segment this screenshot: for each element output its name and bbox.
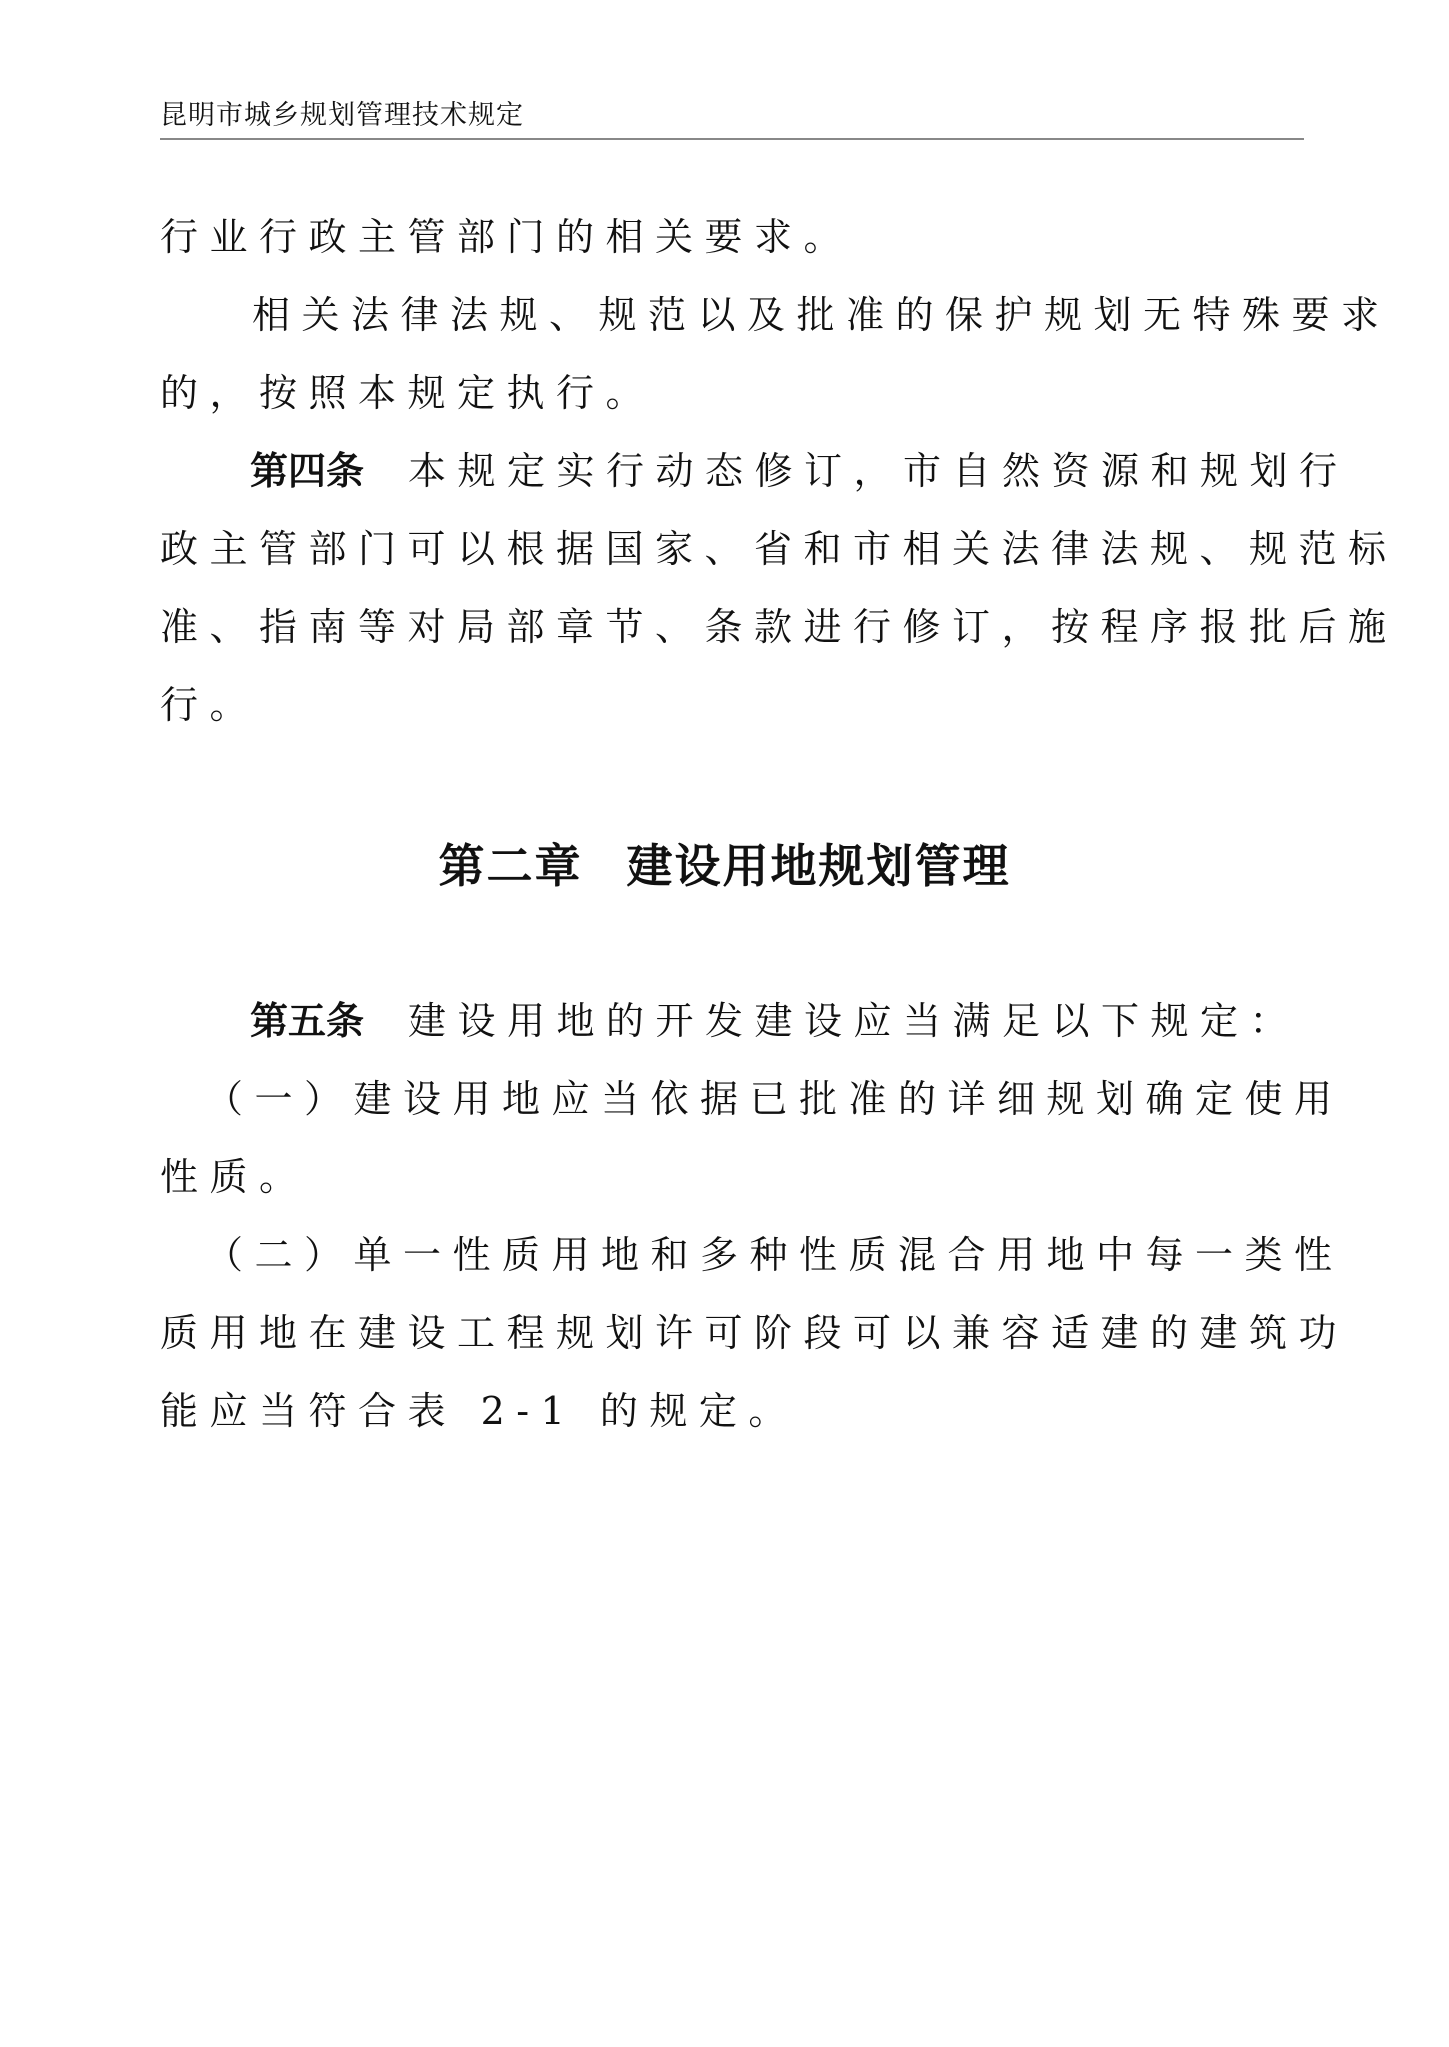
paragraph-line: 性质。 bbox=[160, 1155, 309, 1199]
paragraph-line: 相关法律法规、规范以及批准的保护规划无特殊要求 bbox=[252, 293, 1391, 337]
document-title: 昆明市城乡规划管理技术规定 bbox=[160, 100, 524, 131]
paragraph-line: 行业行政主管部门的相关要求。 bbox=[160, 215, 854, 259]
paragraph-line: 行。 bbox=[160, 683, 260, 727]
chapter-heading bbox=[0, 836, 1449, 896]
chapter-number: 第二章 bbox=[438, 839, 583, 893]
paragraph-line: 的，按照本规定执行。 bbox=[160, 371, 656, 415]
chapter-title: 建设用地规划管理 bbox=[626, 839, 1011, 893]
article-4-first-line bbox=[250, 446, 1390, 496]
paragraph-line: 政主管部门可以根据国家、省和市相关法律法规、规范标 bbox=[160, 527, 1398, 571]
article-5-text: 建设用地的开发建设应当满足以下规定： bbox=[408, 999, 1300, 1043]
article-4-label: 第四条 bbox=[250, 449, 365, 493]
paragraph-line: 质用地在建设工程规划许可阶段可以兼容适建的建筑功 bbox=[160, 1311, 1349, 1355]
article-5-first-line bbox=[250, 996, 1390, 1046]
article-4-text: 本规定实行动态修订，市自然资源和规划行 bbox=[408, 449, 1349, 493]
list-item-1: （一）建设用地应当依据已批准的详细规划确定使用 bbox=[205, 1077, 1344, 1121]
article-5-label: 第五条 bbox=[250, 999, 365, 1043]
paragraph-line: 准、指南等对局部章节、条款进行修订，按程序报批后施 bbox=[160, 605, 1398, 649]
page-header bbox=[160, 96, 1304, 136]
list-item-2: （二）单一性质用地和多种性质混合用地中每一类性 bbox=[205, 1233, 1344, 1277]
header-divider bbox=[160, 138, 1304, 140]
paragraph-line: 能应当符合表 2-1 的规定。 bbox=[160, 1389, 798, 1433]
